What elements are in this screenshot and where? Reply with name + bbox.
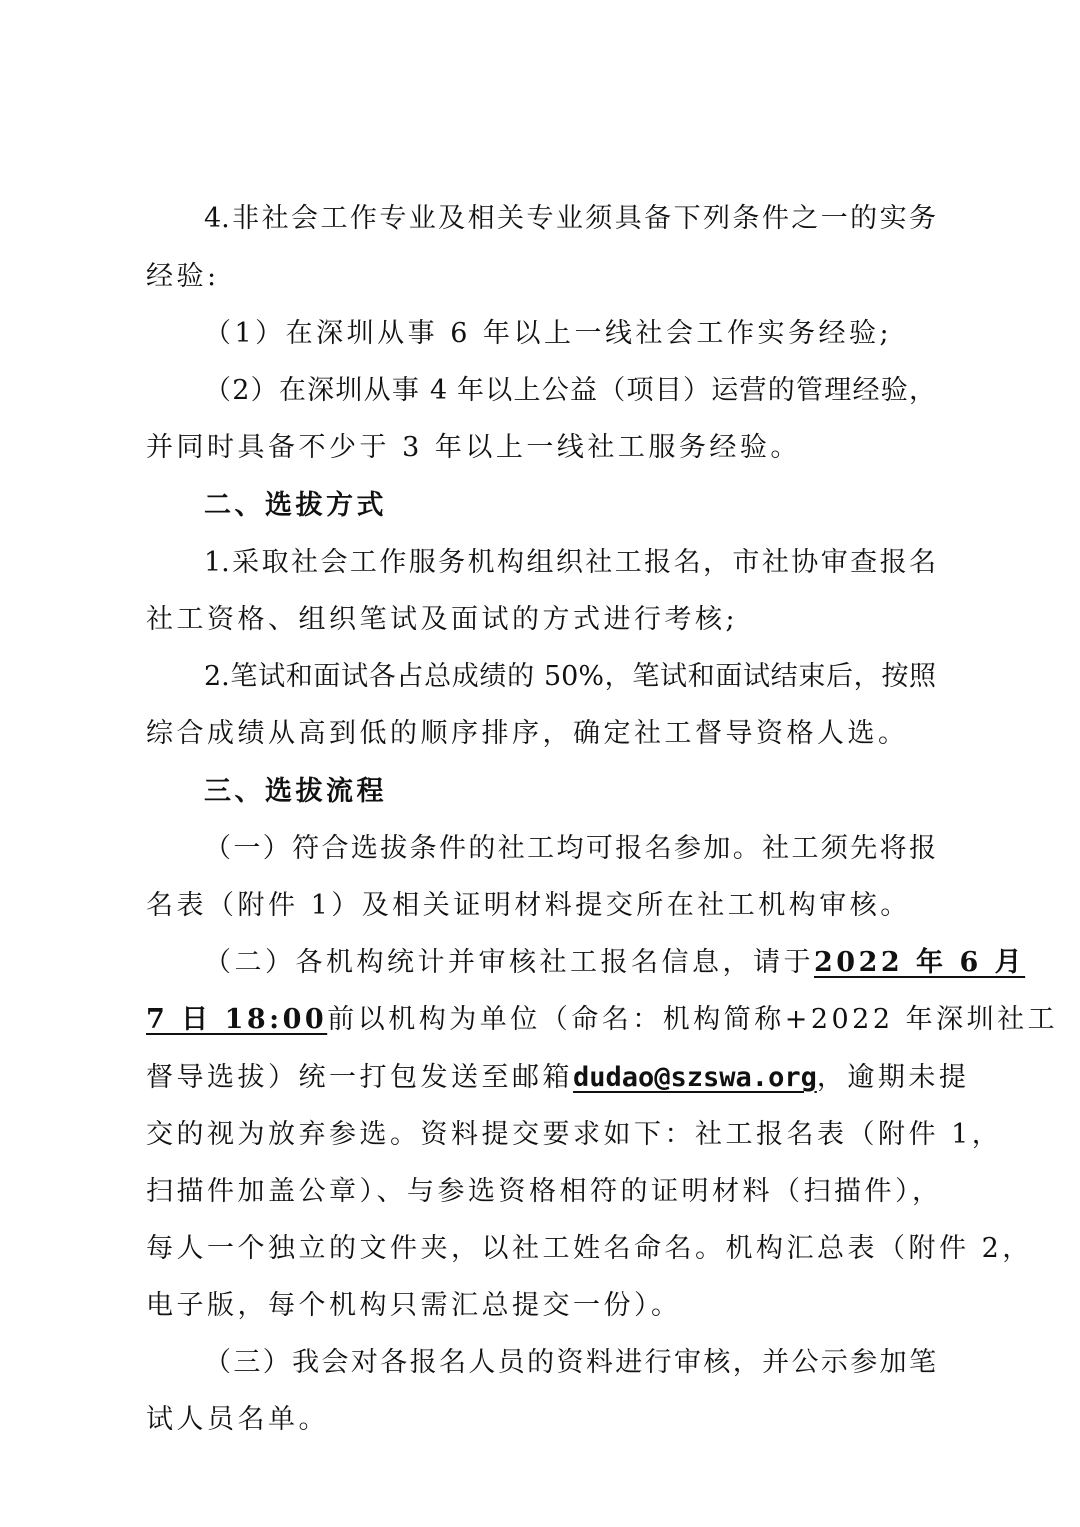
section-heading-selection-method: 二、选拔方式 bbox=[204, 490, 387, 521]
method-2-line-2: 综合成绩从高到低的顺序排序，确定社工督导资格人选。 bbox=[146, 718, 909, 749]
process-2-line-5: 扫描件加盖公章）、与参选资格相符的证明材料（扫描件）， bbox=[146, 1176, 943, 1207]
condition-4-item-1: （1）在深圳从事 6 年以上一线社会工作实务经验; bbox=[204, 318, 893, 349]
process-2-line-3 bbox=[146, 1058, 970, 1098]
process-1-line-2: 名表（附件 1）及相关证明材料提交所在社工机构审核。 bbox=[146, 890, 911, 921]
deadline-date: 2022 年 6 月 bbox=[814, 947, 1026, 978]
process-3-line-1: （三）我会对各报名人员的资料进行审核，并公示参加笔 bbox=[204, 1347, 936, 1378]
method-1-line-1: 1.采取社会工作服务机构组织社工报名，市社协审查报名 bbox=[204, 547, 936, 578]
section-heading-selection-process: 三、选拔流程 bbox=[204, 776, 387, 807]
process-1-line-1: （一）符合选拔条件的社工均可报名参加。社工须先将报 bbox=[204, 833, 936, 864]
process-2-line-7: 电子版，每个机构只需汇总提交一份）。 bbox=[146, 1290, 682, 1321]
process-2-line-4: 交的视为放弃参选。资料提交要求如下：社工报名表（附件 1， bbox=[146, 1119, 1003, 1150]
condition-4-line-1: 4.非社会工作专业及相关专业须具备下列条件之一的实务 bbox=[204, 203, 936, 234]
send-to-email-text: 督导选拔）统一打包发送至邮箱 bbox=[146, 1062, 573, 1093]
naming-rule: 前以机构为单位（命名：机构简称+2022 年深圳社工 bbox=[327, 1004, 1059, 1035]
condition-4-item-2-line-2: 并同时具备不少于 3 年以上一线社工服务经验。 bbox=[146, 432, 801, 463]
process-3-line-2: 试人员名单。 bbox=[146, 1404, 329, 1435]
condition-4-item-2-line-1: （2）在深圳从事 4 年以上公益（项目）运营的管理经验， bbox=[204, 375, 936, 406]
email-link[interactable]: dudao@szswa.org bbox=[573, 1062, 817, 1093]
method-1-line-2: 社工资格、组织笔试及面试的方式进行考核; bbox=[146, 604, 739, 635]
process-2-line-1 bbox=[204, 943, 1026, 983]
overdue-text: ，逾期未提 bbox=[816, 1062, 970, 1093]
condition-4-line-2: 经验: bbox=[146, 261, 220, 292]
process-2-line-6: 每人一个独立的文件夹，以社工姓名命名。机构汇总表（附件 2， bbox=[146, 1233, 1033, 1264]
process-2-line-2 bbox=[146, 1000, 1059, 1040]
process-2-intro: （二）各机构统计并审核社工报名信息，请于 bbox=[204, 947, 814, 978]
method-2-line-1: 2.笔试和面试各占总成绩的 50%，笔试和面试结束后，按照 bbox=[204, 661, 936, 692]
deadline-time: 7 日 18:00 bbox=[146, 1004, 328, 1035]
